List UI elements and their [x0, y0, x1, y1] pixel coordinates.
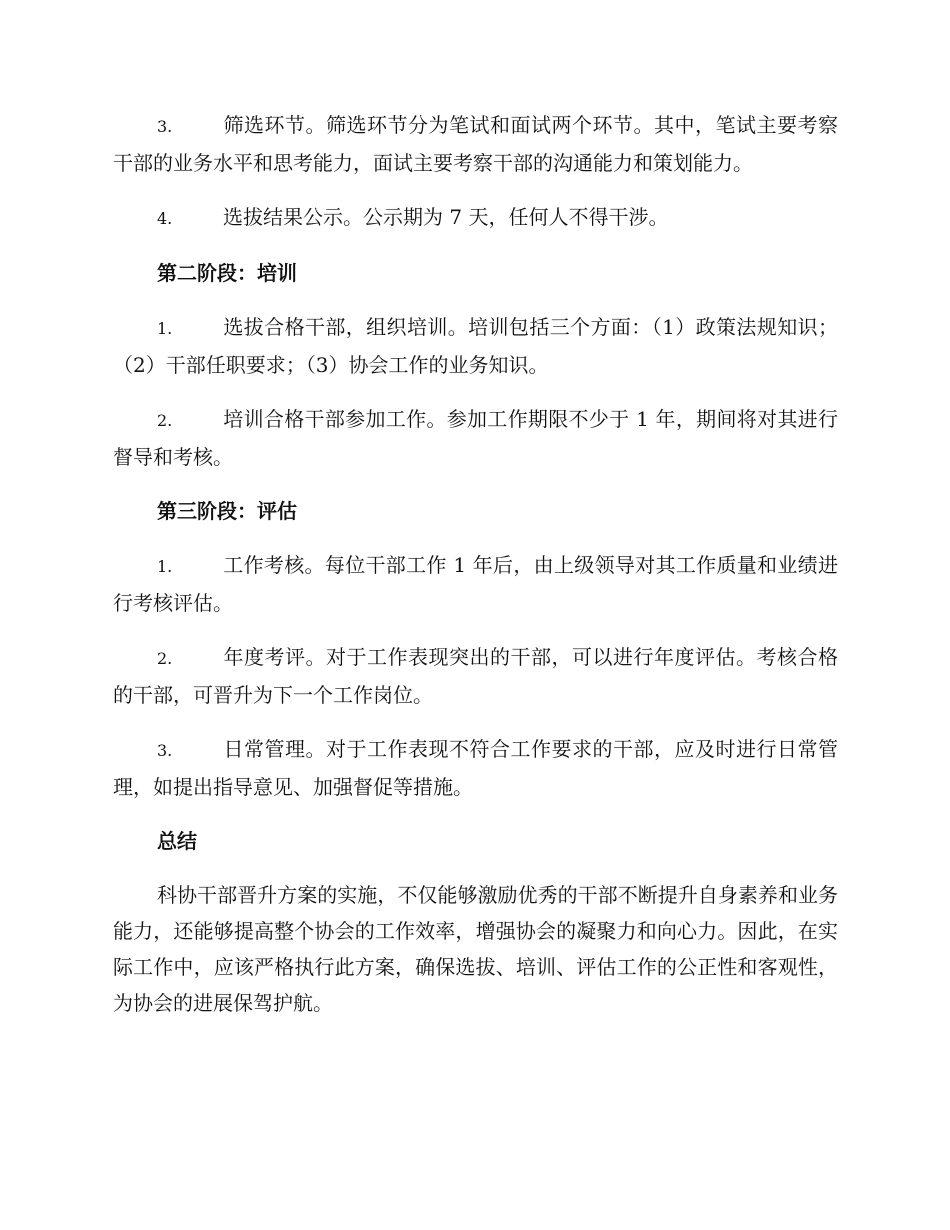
list-item [113, 547, 838, 621]
section-heading: 第二阶段：培训 [157, 261, 297, 285]
item-text: 筛选环节。筛选环节分为笔试和面试两个环节。其中，笔试主要考察干部的业务水平和思考能力，面试主要考察干部的沟通能力和策划能力。 [113, 113, 838, 175]
list-item [113, 199, 838, 237]
document-body [113, 107, 838, 1021]
section-heading: 第三阶段：评估 [157, 499, 297, 523]
list-item [113, 731, 838, 805]
list-item [113, 309, 838, 383]
item-number: 4. [157, 209, 173, 228]
item-text: 选拔结果公示。公示期为 7 天，任何人不得干涉。 [223, 205, 669, 229]
item-number: 1. [157, 557, 173, 576]
item-text: 工作考核。每位干部工作 1 年后，由上级领导对其工作质量和业绩进行考核评估。 [113, 553, 838, 615]
item-text: 年度考评。对于工作表现突出的干部，可以进行年度评估。考核合格的干部，可晋升为下一个工作岗位。 [113, 645, 838, 707]
item-number: 3. [157, 741, 173, 760]
item-number: 1. [157, 319, 173, 338]
item-text: 培训合格干部参加工作。参加工作期限不少于 1 年，期间将对其进行督导和考核。 [113, 407, 838, 469]
section-heading: 总结 [157, 829, 197, 853]
item-text: 选拔合格干部，组织培训。培训包括三个方面：（1）政策法规知识；（2）干部任职要求；（3）协会工作的业务知识。 [113, 315, 838, 377]
item-number: 3. [157, 117, 173, 136]
list-item [113, 401, 838, 475]
item-number: 2. [157, 649, 173, 668]
list-item [113, 107, 838, 181]
item-number: 2. [157, 411, 173, 430]
list-item [113, 639, 838, 713]
item-text: 日常管理。对于工作表现不符合工作要求的干部，应及时进行日常管理，如提出指导意见、加强督促等措施。 [113, 737, 838, 799]
summary-paragraph: 科协干部晋升方案的实施，不仅能够激励优秀的干部不断提升自身素养和业务能力，还能够提高整个协会的工作效率，增强协会的凝聚力和向心力。因此，在实际工作中，应该严格执行此方案，确保选拔、培训、评估工作的公正性和客观性，为协会的进展保驾护航。 [113, 883, 838, 1015]
